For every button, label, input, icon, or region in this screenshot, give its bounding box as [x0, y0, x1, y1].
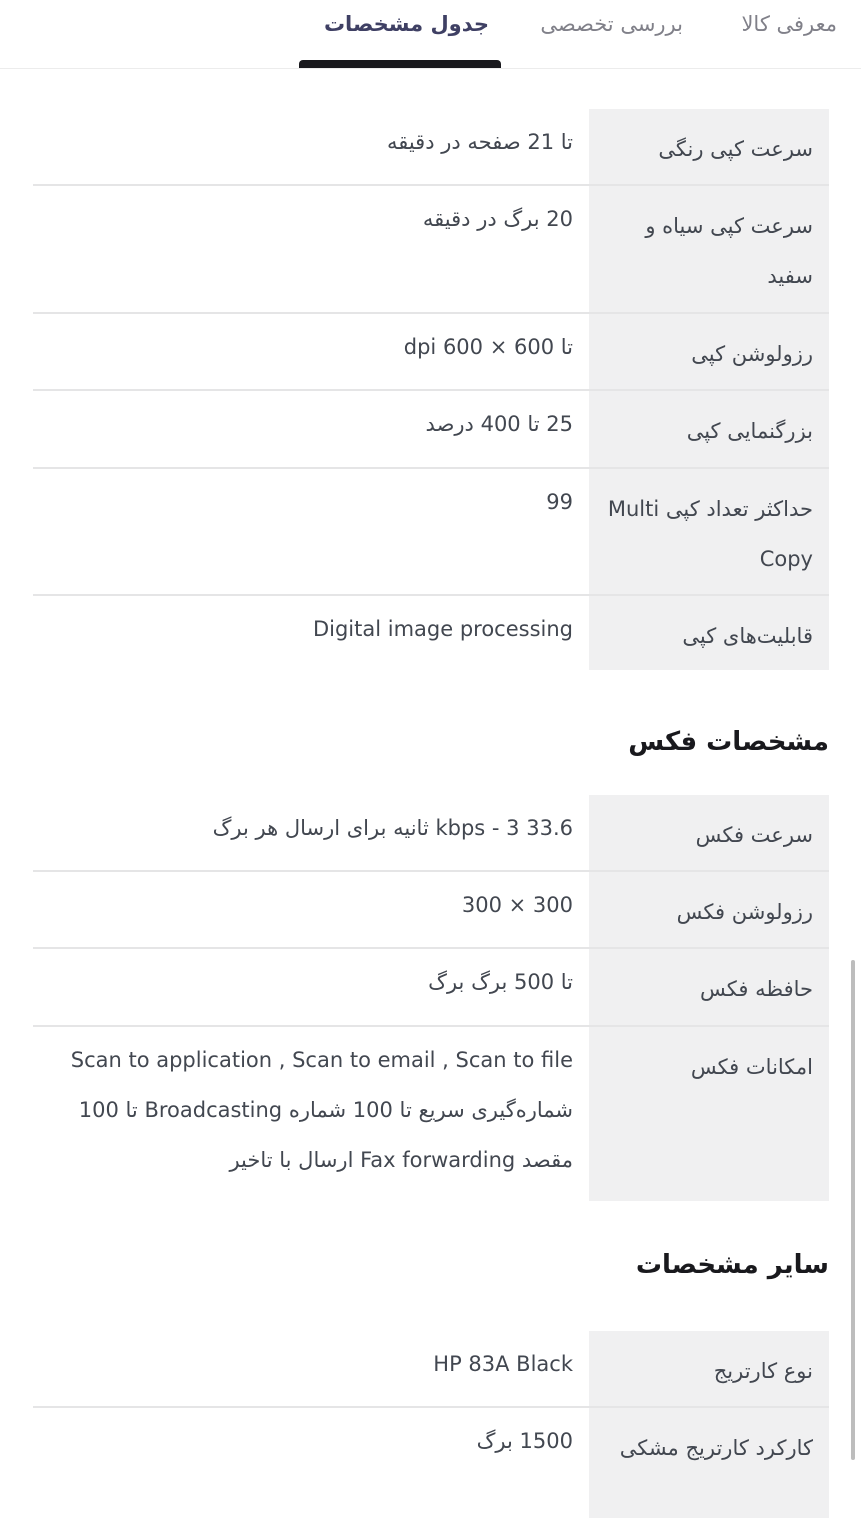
- active-tab-indicator: [299, 60, 501, 68]
- spec-key: سرعت کپی سیاه و سفید: [589, 186, 829, 312]
- spec-value: تا 500 برگ برگ: [428, 970, 573, 994]
- spec-key: امکانات فکس: [589, 1027, 829, 1201]
- spec-value: 33.6 kbps - 3 ثانیه برای ارسال هر برگ: [212, 816, 573, 840]
- spec-row: [33, 391, 829, 469]
- spec-row: [33, 469, 829, 596]
- spec-row: [33, 109, 829, 186]
- spec-value: Scan to application , Scan to email , Scan to file شماره‌گیری سریع تا 100 شماره Broadcasting تا 100 مقصد Fax forwarding ارسال با تاخیر: [70, 1048, 573, 1172]
- spec-key: رزولوشن فکس: [589, 872, 829, 947]
- tab-bar: [0, 0, 861, 69]
- spec-key: کارکرد کارتریج مشکی: [589, 1408, 829, 1518]
- spec-key: سرعت کپی رنگی: [589, 109, 829, 184]
- spec-value: Digital image processing: [312, 617, 573, 641]
- spec-value: 99: [546, 490, 573, 514]
- spec-key: حداکثر تعداد کپی Multi Copy: [589, 469, 829, 594]
- spec-value: 25 تا 400 درصد: [425, 412, 573, 436]
- tab-specifications[interactable]: جدول مشخصات: [323, 12, 489, 36]
- spec-key: رزولوشن کپی: [589, 314, 829, 389]
- spec-key: سرعت فکس: [589, 795, 829, 870]
- fax-spec-table: [33, 795, 829, 1201]
- spec-key: حافظه فکس: [589, 949, 829, 1025]
- spec-content: [33, 109, 829, 1518]
- other-spec-table: [33, 1331, 829, 1518]
- spec-row: [33, 1408, 829, 1518]
- spec-row: [33, 596, 829, 670]
- spec-row: [33, 872, 829, 949]
- tab-product-intro[interactable]: معرفی کالا: [741, 12, 837, 36]
- copy-spec-table: [33, 109, 829, 670]
- spec-key: نوع کارتریج: [589, 1331, 829, 1406]
- spec-row: [33, 186, 829, 314]
- spec-key: بزرگنمایی کپی: [589, 391, 829, 467]
- spec-row: [33, 949, 829, 1027]
- tab-expert-review[interactable]: بررسی تخصصی: [540, 12, 683, 36]
- spec-value: 300 × 300: [461, 893, 573, 917]
- scrollbar[interactable]: [851, 960, 855, 1460]
- other-section-title: سایر مشخصات: [635, 1250, 829, 1280]
- spec-row: [33, 1027, 829, 1201]
- spec-row: [33, 795, 829, 872]
- spec-value: تا 21 صفحه در دقیقه: [386, 130, 573, 154]
- spec-value: تا 600 × 600 dpi: [403, 335, 573, 359]
- spec-value: 1500 برگ: [476, 1429, 573, 1453]
- spec-value: HP 83A Black: [433, 1352, 573, 1376]
- fax-section-title: مشخصات فکس: [628, 727, 829, 757]
- spec-key: قابلیت‌های کپی: [589, 596, 829, 670]
- spec-value: 20 برگ در دقیقه: [422, 207, 573, 231]
- spec-row: [33, 314, 829, 391]
- spec-row: [33, 1331, 829, 1408]
